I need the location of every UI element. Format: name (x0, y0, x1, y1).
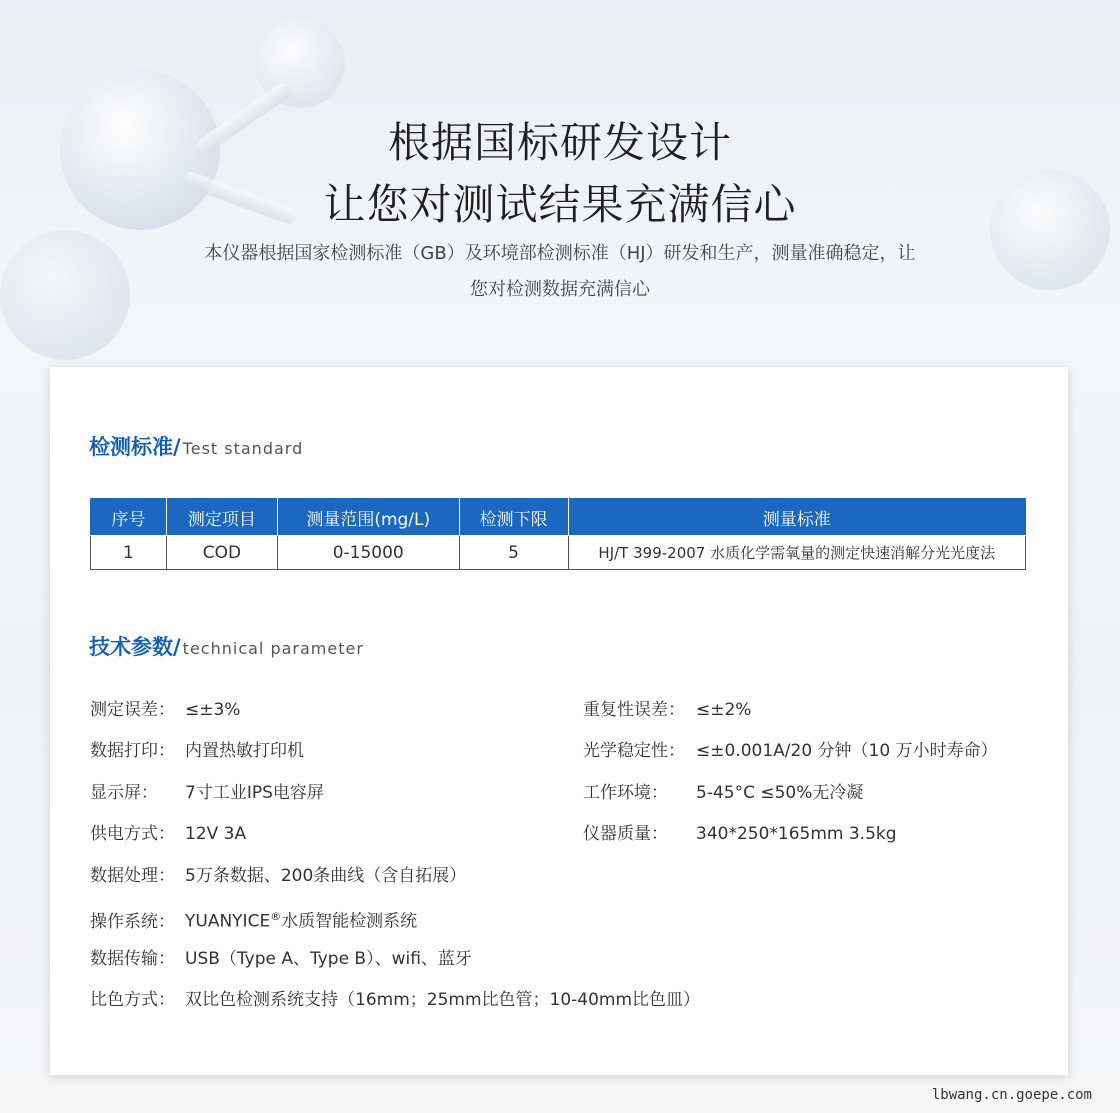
table-cell: 1 (91, 536, 167, 570)
standard-title-zh: 检测标准/ (89, 435, 181, 459)
hero-title-line2: 让您对测试结果充满信心 (323, 180, 797, 229)
table-row (91, 536, 1026, 570)
param-label: 数据打印： (90, 741, 175, 761)
standard-title-en: Test standard (182, 439, 304, 458)
param-label: 数据传输： (90, 949, 175, 969)
param-label: 数据处理： (90, 866, 175, 886)
standard-section-title (89, 431, 303, 461)
param-value: 340*250*165mm 3.5kg (696, 824, 897, 844)
registered-mark: ® (270, 910, 282, 923)
param-value: ≤±0.001A/20 分钟（10 万小时寿命） (696, 741, 998, 761)
param-row (90, 902, 417, 932)
param-value: 12V 3A (185, 824, 247, 844)
param-value-suffix: 水质智能检测系统 (281, 911, 418, 932)
params-section-title (89, 631, 364, 661)
table-header-cell: 测量标准 (568, 499, 1025, 536)
hero-title-line1: 根据国标研发设计 (387, 118, 732, 167)
table-cell: HJ/T 399-2007 水质化学需氧量的测定快速消解分光光度法 (568, 536, 1025, 570)
param-row (583, 819, 897, 849)
param-row (583, 736, 998, 766)
param-value: YUANYICE (185, 911, 271, 932)
param-row (90, 985, 700, 1015)
param-row (90, 778, 324, 808)
table-header-cell: 测定项目 (166, 499, 277, 536)
param-label: 工作环境： (583, 783, 668, 803)
param-value: 5-45°C ≤50%无冷凝 (696, 783, 864, 803)
param-row (90, 695, 240, 725)
table-header-cell: 检测下限 (459, 499, 568, 536)
table-cell: COD (166, 536, 277, 570)
param-label: 仪器质量： (583, 824, 668, 844)
param-label: 操作系统： (90, 911, 175, 932)
param-label: 比色方式： (90, 990, 175, 1010)
param-row (90, 861, 466, 891)
param-label: 光学稳定性： (583, 741, 685, 761)
spec-card (50, 367, 1068, 1075)
param-value: 7寸工业IPS电容屏 (185, 783, 324, 803)
param-value: USB（Type A、Type B）、wifi、蓝牙 (185, 949, 472, 969)
param-label: 供电方式： (90, 824, 175, 844)
params-title-en: technical parameter (182, 639, 364, 658)
param-value: 双比色检测系统支持（16mm；25mm比色管；10-40mm比色皿） (185, 990, 701, 1010)
param-row (90, 736, 304, 766)
hero-section (0, 0, 1120, 360)
param-label: 测定误差： (90, 700, 175, 720)
table-header-cell: 序号 (91, 499, 167, 536)
param-row (583, 695, 751, 725)
table-cell: 0-15000 (277, 536, 459, 570)
standard-table (90, 498, 1026, 570)
param-label: 重复性误差： (583, 700, 685, 720)
param-label: 显示屏： (90, 783, 158, 803)
params-title-zh: 技术参数/ (89, 635, 181, 659)
table-header-row (91, 499, 1026, 536)
param-row (90, 944, 472, 974)
param-row (583, 778, 863, 808)
table-cell: 5 (459, 536, 568, 570)
param-row (90, 819, 246, 849)
hero-description: 本仪器根据国家检测标准（GB）及环境部检测标准（HJ）研发和生产，测量准确稳定，让您对检测数据充满信心 (204, 243, 916, 300)
site-watermark: lbwang.cn.goepe.com (931, 1087, 1092, 1103)
table-header-cell: 测量范围(mg/L) (277, 499, 459, 536)
param-value: ≤±3% (185, 700, 241, 720)
param-value: 内置热敏打印机 (185, 741, 304, 761)
param-value: ≤±2% (696, 700, 752, 720)
param-value: 5万条数据、200条曲线（含自拓展） (185, 866, 467, 886)
